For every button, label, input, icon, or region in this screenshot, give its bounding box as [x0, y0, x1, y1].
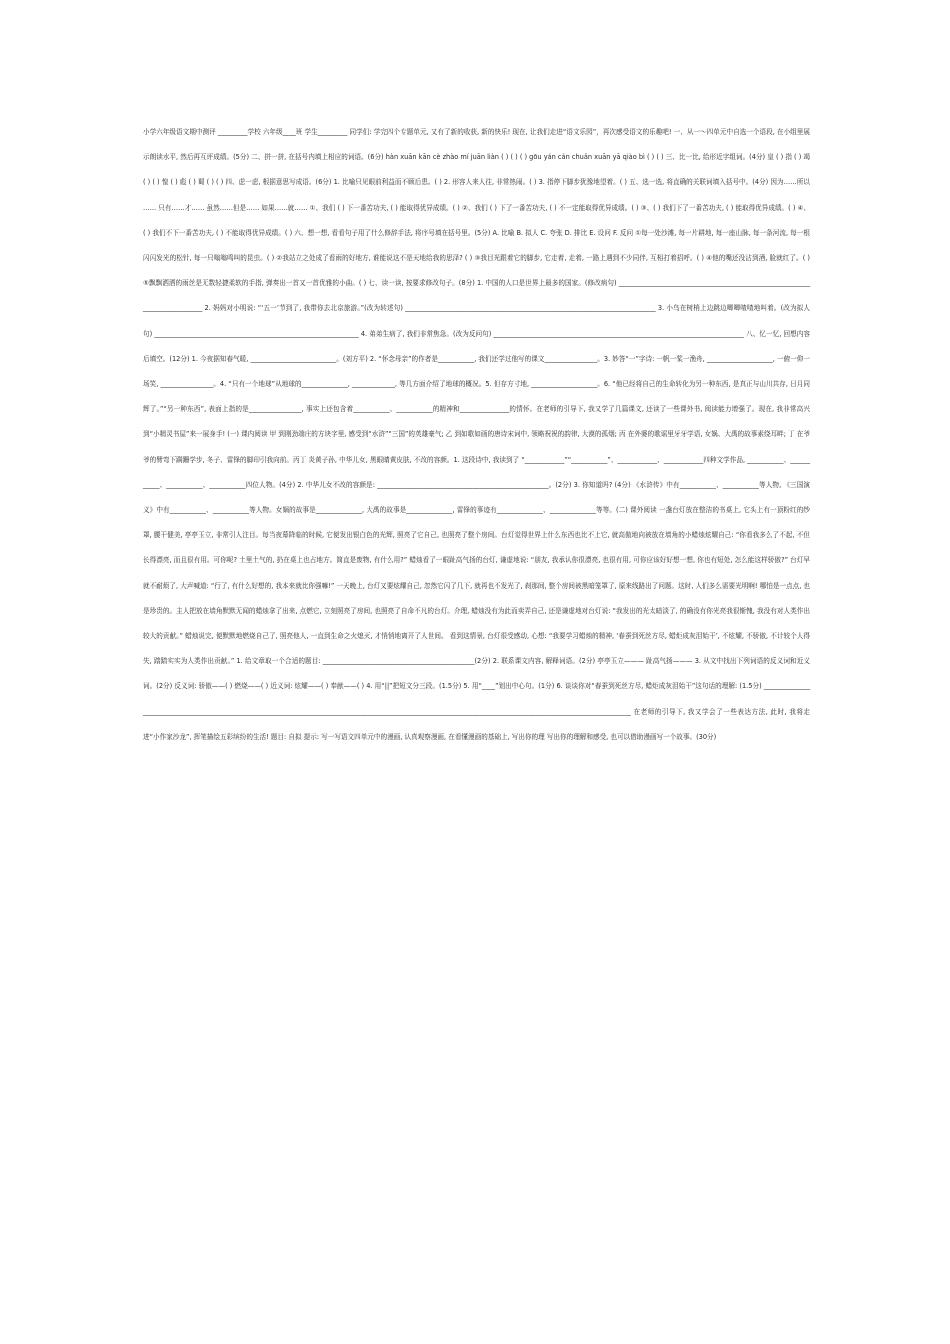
exam-body-text: 小学六年级语文期中测评 _________学校 六年级____班 学生_________ 同学们: 学完四个专题单元, 又有了新的收获, 新的快乐! 现在, 让我们走进“语文乐园”，再次感受语文的乐趣吧! 一、从一～四单元中自选一个语段, 在小组里展示朗读水平, 然后再互评成绩。(5分) 二、拼一拼, 在括号内填上相应的词语。(6分) hàn xuān kān cè zhào mí juān liàn ( ) ( ) ( ) gōu yán cán chuǎn xuān yā qiào bì ( ) ( ) 三、比一比, 给形近字组词。(4分) 皇 ( ) 指 ( ) 竭 ( ) ( ) 惶 ( ) 彪 ( ) 蜀 ( ) ( ) 四、虑一虑, 根据意思写成语。(6分) 1. 比喻只见眼前利益而不顾后患。( ) 2. 形容人来人往, 非常热闹。( ) 3. 指停下脚步犹豫地望着。( ) 五、选一选, 将直确的关联词填入括号中。(4分) 因为……所以 …… 只有……才…… 虽然……但是…… 如果……就…… ①、我们 ( ) 下一番苦功夫, ( ) 能取得优异成绩。( ) ②、我们 ( ) 下了一番苦功夫, ( ) 不一定能取得优异成绩。( ) ③、( ) 我们下了一番苦功夫, ( ) 能取得优异成绩。( ) ④、( ) 我们不下一番苦功夫, ( ) 不能取得优异成绩。( ) 六、想一想, 看看句子用了什么修辞手法, 将序号填在括号里。(5分) A. 比喻 B. 拟人 C. 夸张 D. 排比 E. 设问 F. 反问 ①每一处沙滩, 每一片耕地, 每一座山脉, 每一条河流, 每一根闪闪发光的松针, 每一只嗡嗡鸣叫的昆虫。( ) ②我站立之处成了看雨的好地方, 谁能说这不是天地给我的思泽? ( ) ③我目光跟着它的脚步, 它走着, 走着, 一路上遇到不少同伴, 互相打着招呼。( ) ④他的嘴还没沾到酒, 脸就红了。( ) ⑤飘飘洒洒的雨丝是无数轻捷柔软的手指, 弹奏出一首又一首优雅的小曲。( ) 七、读一读, 按要求修改句子。(8分) 1. 中国的人口是世界上最多的国家。(修改病句) ____________________________________________________________________________ 2. 妈妈对小明说: “‘五一’节到了, 我带你去北京旅游。”(改为转述句) ____________________________________________________________________________ 3. 小鸟在树梢上边跳边唧唧喳喳地叫着。(改为拟人句) ______________________________________________________________ 4. 弟弟生病了, 我们非常焦急。(改为反问句) ____________________________________________________________________________ 八、忆一忆, 回想内容后填空。(12分) 1. 今夜据知春气暖, __________________________。(刘方平) 2. “怀念母亲”的作者是___________, 我们还学过他写的课文________________。3. 妙答“一”字诗: 一帆一桨一渔舟, ____________________, 一俯一仰一场笑, ________________。4. “只有一个地球”从地球的______________, _____________, 等几方面介绍了地球的概况。5. 但存方寸地, ____________________。6. “他已经将自己的生命转化为另一种东西, 是真正与山川共存, 日月同辉了。”“另一种东西”, 表面上指的是________________, 事实上还包含着___________、___________的精神和_______________的情怀。在老师的引导下, 我又学了几篇课文, 还读了一些课外书, 阅读能力增强了。现在, 我非常高兴到“小精灵书屋”来一展身手! (一) 课内阅读 甲 到刚劲端庄的方块字里, 感受到“水浒”“三国”的英雄豪气; 乙 到如歌如画的唐诗宋词中, 领略祝祝的韵律, 大漠的孤烟; 丙 在外婆的歌谣里牙牙学语, 女娲、大禹的故事素绕耳畔; 丁 在爷爷的臂弯下蹒跚学步, 冬子、雷锋的脚印引我向前。丙丁 炎黄子孙, 中华儿女, 黑眼睛黄皮肤, 不改的容颜。1. 这段诗中, 我读到了 “____________”“___________”、____________、____________四种文学作品, ___________、___________、___________、___________四位人物。(4分) 2. 中华儿女不改的容颜是: ____________________________________________________。(2分) 3. 你知道吗? (4分) 《水浒传》中有___________、___________等人物, 《三国演义》中有___________、___________等人物。女娲的故事是______________, 大禹的故事是______________, 雷锋的事迹有______________、______________等等。(二) 课外阅读 一盏台灯放在整洁的书桌上, 它头上有一顶粉红的纱罩, 腰干健美, 亭亭玉立, 非常引人注目。每当夜幕降临的时候, 它便发出银白色的光辉, 照亮了它自己, 也照亮了整个房间。台灯觉得世界上什么东西也比不上它, 就高傲地向被放在墙角的小蜡烛炫耀自己: “你看我多么了不起, 不但长得漂亮, 而且很有用。可你呢? 土里土气的, 扔在桌上也占地方。简直是废物, 有什么用?” 蜡烛看了一眼趾高气扬的台灯, 谦虚地说: “朋友, 我承认你很漂亮, 也很有用, 可你应该好好想一想, 你也有短处, 怎么能这样骄傲?” 台灯早就不耐烦了, 大声喊道: “行了, 有什么好想的, 我本来就比你强嘛!” 一天晚上, 台灯又要炫耀自己, 忽然它闪了几下, 就再也不发光了, 刹那间, 整个房间被黑暗笼罩了, 原来线路出了问题。这时, 人们多么需要光明啊! 哪怕是一点点, 也是珍贵的。主人把放在墙角默默无闻的蜡烛拿了出来, 点燃它, 立刻照亮了房间, 也照亮了自命不凡的台灯。介理, 蜡烛没有为此而卖弄自己, 还是谦虚地对台灯说: “我发出的光太暗淡了, 的确没有你光亮我很惭愧, 我没有对人类作出较大的贡献。” 蜡烛说完, 便默默地燃烧自己了, 照亮他人, 一直到生命之火熄灭, 才悄悄地离开了人世间。 看到这情景, 台灯很受感动, 心想: “我要学习蜡烛的精神, ‘春蚕到死丝方尽, 蜡炬成灰泪始干’, 不炫耀, 不骄傲, 不计较个人得失, 踏踏实实为人类作出贡献。” 1. 给文章取一个合适的题目: ______________________________________________(2分) 2. 联系课文内容, 解释词语。(2分) 亭亭玉立——— 趾高气扬——— 3. 从文中找出下列词语的反义词和近义词。(2分) 反义词: 骄傲——( ) 燃烧——( ) 近义词: 炫耀——( ) 奉献——( ) 4. 用“||”把短文分三段。(1.5分) 5. 用“____”划出中心句。(1分) 6. 谈谈你对“春蚕到死丝方尽, 蜡炬成灰泪始干”这句话的理解: (1.5分) __________________________________________________________________________________________________________________________________________________________________ 在老师的引导下, 我又学会了一些表达方法, 此时, 我将走进“小作家沙龙”, 挥笔描绘五彩缤纷的生活! 题目: 自拟 提示: 写一写语文四单元中的漫画, 认真观察漫画, 在看懂漫画的基础上, 写出你的理 写出你的理解和感受, 也可以借助漫画写一个故事。(30分) [143, 128, 810, 741]
